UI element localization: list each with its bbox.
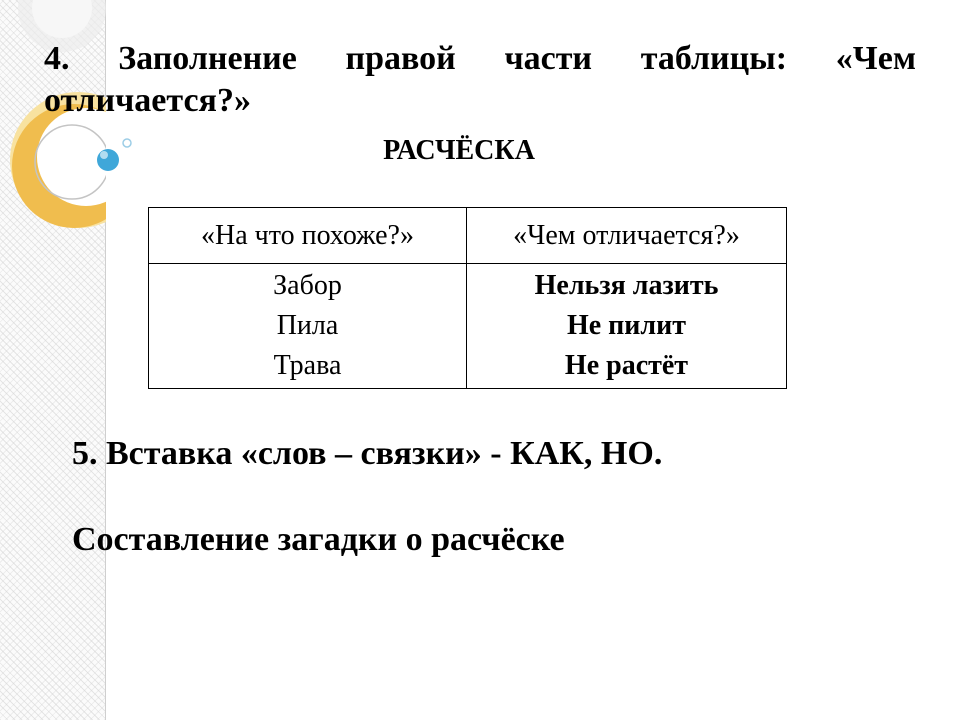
comparison-table — [148, 207, 787, 389]
sphere-highlight — [100, 151, 108, 159]
comparison-table-wrap — [148, 207, 787, 389]
small-bubble — [123, 139, 131, 147]
table-cell-different — [467, 264, 787, 389]
table-header-row — [149, 208, 787, 264]
heading-line-2: отличается?» — [44, 82, 251, 119]
list-item: Пила — [276, 310, 339, 341]
list-item: Не растёт — [564, 350, 689, 381]
list-item: Не пилит — [566, 310, 687, 341]
table-cell-similar — [149, 264, 467, 389]
step-5-text: 5. Вставка «слов – связки» - КАК, НО. — [72, 435, 663, 472]
table-header-similar: «На что похоже?» — [149, 208, 467, 264]
heading-line-1: 4. Заполнение правой части таблицы: «Чем — [44, 40, 916, 77]
subject-title: РАСЧЁСКА — [383, 135, 535, 166]
table-header-different: «Чем отличается?» — [467, 208, 787, 264]
slide-heading — [44, 38, 916, 122]
list-item: Забор — [273, 270, 342, 301]
table-row — [149, 264, 787, 389]
list-item: Трава — [273, 350, 342, 381]
task-text: Составление загадки о расчёске — [72, 521, 565, 558]
list-item: Нельзя лазить — [534, 270, 719, 301]
blue-sphere — [97, 149, 119, 171]
